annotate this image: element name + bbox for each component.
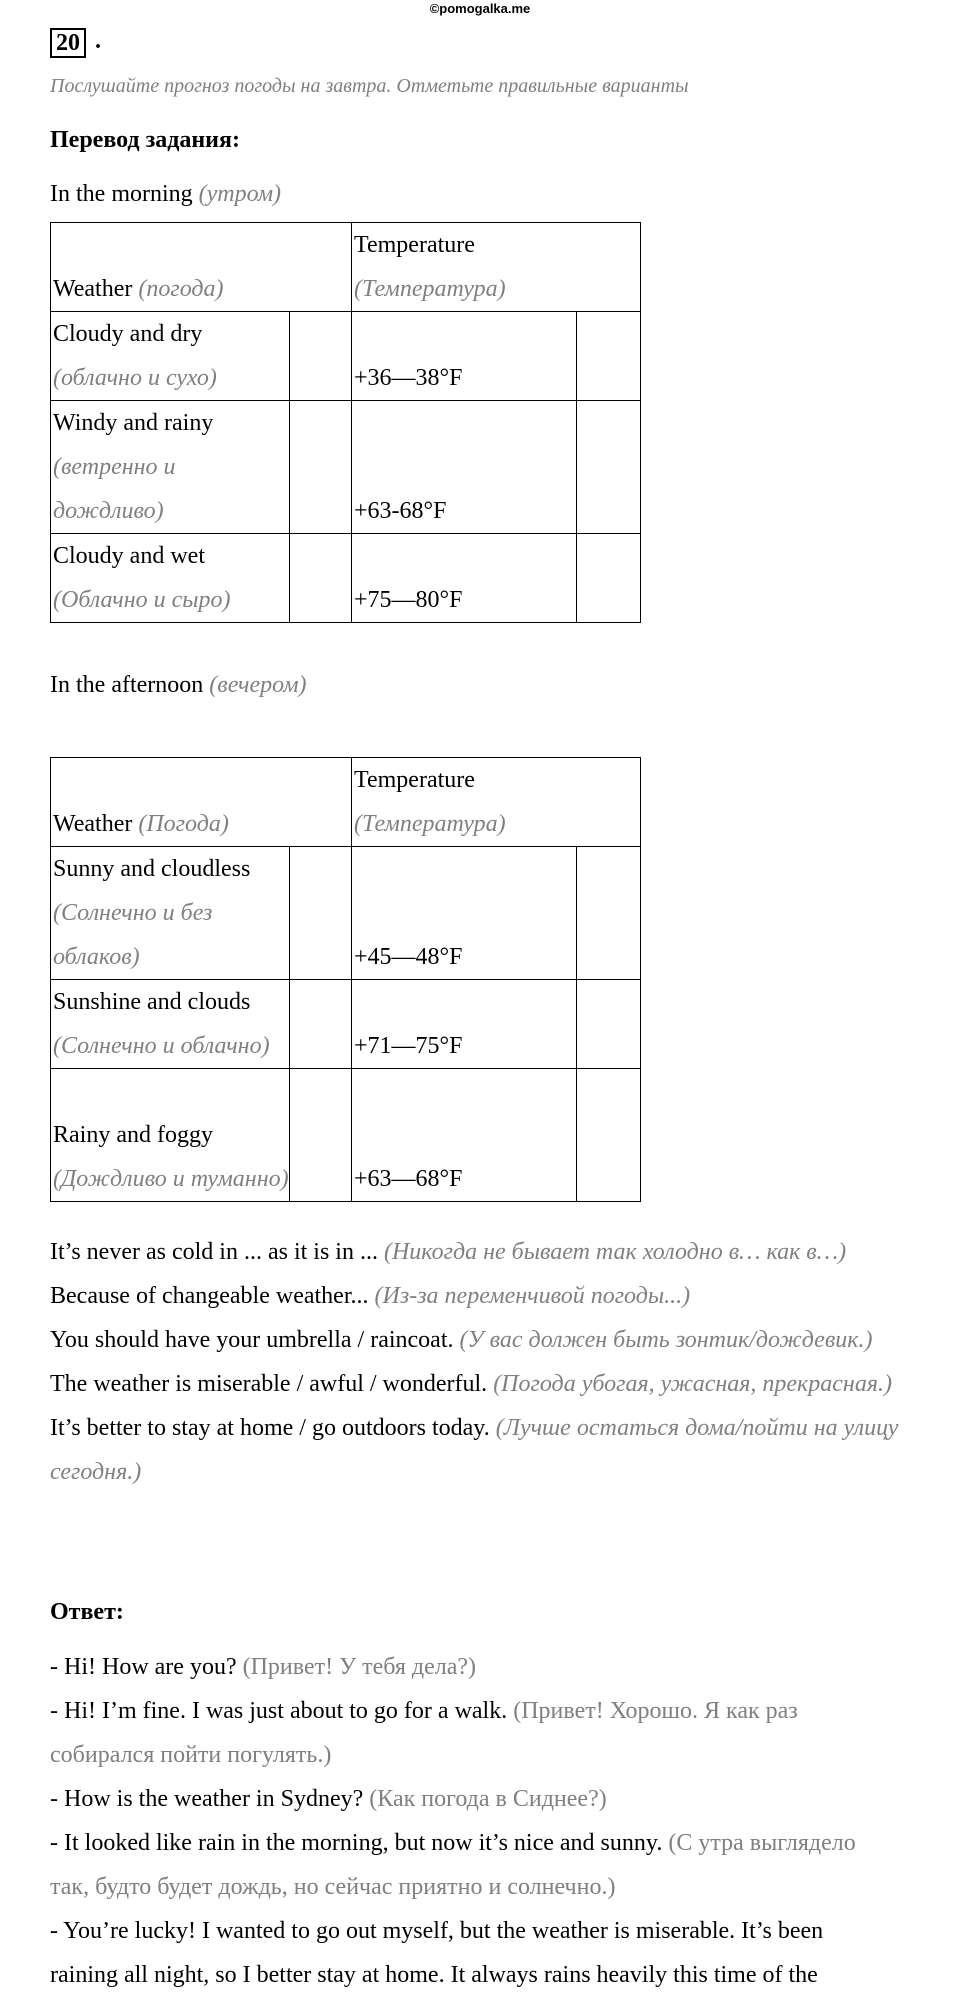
weather-check-cell[interactable] — [290, 1069, 352, 1202]
temperature-check-cell[interactable] — [577, 1069, 641, 1202]
list-item — [50, 1274, 920, 1318]
weather-ru: (Дождливо и туманно) — [53, 1166, 289, 1192]
phrase-en: You should have your umbrella / raincoat. — [50, 1327, 454, 1353]
weather-cell — [51, 312, 290, 401]
weather-header-ru: (Погода) — [138, 811, 229, 837]
morning-heading-en: In the morning — [50, 181, 193, 207]
phrase-en: It’s never as cold in ... as it is in ... — [50, 1239, 378, 1265]
morning-weather-table — [50, 222, 641, 623]
weather-ru: (ветренно и дождливо) — [53, 454, 176, 524]
list-item — [50, 1777, 890, 1821]
phrase-ru: (Никогда не бывает так холодно в… как в…) — [383, 1239, 847, 1265]
list-item — [50, 1362, 920, 1406]
weather-check-cell[interactable] — [290, 312, 352, 401]
phrase-ru: (Лучше остаться дома/пойти на улицу сегодня.) — [50, 1415, 899, 1485]
dialogue-en: - You’re lucky! I wanted to go out myself, but the weather is miserable. It’s been raining all night, so I better stay at home. It always rains heavily this time of the — [50, 1918, 824, 1988]
weather-ru: (облачно и сухо) — [53, 365, 217, 391]
morning-heading — [50, 172, 281, 216]
weather-en: Rainy and foggy — [53, 1122, 213, 1148]
afternoon-heading — [50, 663, 307, 707]
list-item — [50, 1909, 890, 1997]
temperature-cell: +36—38°F — [352, 312, 577, 401]
weather-en: Sunshine and clouds — [53, 989, 251, 1015]
dialogue-ru: (Как погода в Сиднее?) — [369, 1786, 607, 1812]
temperature-check-cell[interactable] — [577, 401, 641, 534]
weather-ru: (Солнечно и облачно) — [53, 1033, 270, 1059]
weather-check-cell[interactable] — [290, 534, 352, 623]
phrase-en: It’s better to stay at home / go outdoors today. — [50, 1415, 490, 1441]
answer-heading: Ответ: — [50, 1599, 124, 1625]
temperature-header: Temperature — [354, 232, 475, 258]
translation-heading: Перевод задания: — [50, 127, 240, 153]
temperature-check-cell[interactable] — [577, 312, 641, 401]
table-row — [51, 980, 641, 1069]
dialogue-en: - How is the weather in Sydney? — [50, 1786, 364, 1812]
table-row — [51, 534, 641, 623]
dialogue-block — [50, 1645, 890, 1997]
temperature-check-cell[interactable] — [577, 847, 641, 980]
weather-cell — [51, 534, 290, 623]
weather-check-cell[interactable] — [290, 980, 352, 1069]
weather-header: Weather — [53, 276, 133, 302]
phrase-en: Because of changeable weather... — [50, 1283, 369, 1309]
phrase-en: The weather is miserable / awful / wonderful. — [50, 1371, 488, 1397]
list-item — [50, 1821, 890, 1909]
temperature-cell: +45—48°F — [352, 847, 577, 980]
dialogue-ru: (Привет! Хорошо. Я как раз собирался пойти погулять.) — [50, 1698, 798, 1768]
afternoon-weather-table — [50, 757, 641, 1202]
afternoon-heading-ru: (вечером) — [209, 672, 307, 698]
list-item — [50, 1689, 890, 1777]
temperature-cell: +71—75°F — [352, 980, 577, 1069]
task-instruction: Послушайте прогноз погоды на завтра. Отметьте правильные варианты — [50, 75, 689, 97]
temperature-cell: +63-68°F — [352, 401, 577, 534]
temperature-header-ru: (Температура) — [354, 276, 506, 302]
weather-en: Cloudy and dry — [53, 321, 203, 347]
table-row — [51, 312, 641, 401]
dialogue-en: - Hi! I’m fine. I was just about to go for a walk. — [50, 1698, 508, 1724]
list-item — [50, 1406, 920, 1494]
list-item — [50, 1645, 890, 1689]
watermark: ©pomogalka.me — [429, 1, 531, 16]
temperature-header: Temperature — [354, 767, 475, 793]
morning-heading-ru: (утром) — [198, 181, 282, 207]
temperature-header-cell — [352, 758, 641, 847]
table-header-row — [51, 223, 641, 312]
dialogue-ru: (Привет! У тебя дела?) — [242, 1654, 477, 1680]
weather-cell — [51, 847, 290, 980]
phrase-ru: (Из-за переменчивой погоды...) — [374, 1283, 691, 1309]
dialogue-en: - Hi! How are you? — [50, 1654, 237, 1680]
temperature-cell: +75—80°F — [352, 534, 577, 623]
weather-cell — [51, 1069, 290, 1202]
table-row — [51, 847, 641, 980]
phrase-ru: (У вас должен быть зонтик/дождевик.) — [459, 1327, 873, 1353]
task-number-dot: . — [95, 28, 101, 54]
weather-header-ru: (погода) — [138, 276, 224, 302]
weather-cell — [51, 980, 290, 1069]
temperature-check-cell[interactable] — [577, 534, 641, 623]
weather-check-cell[interactable] — [290, 847, 352, 980]
dialogue-ru: (С утра выглядело так, будто будет дождь, но сейчас приятно и солнечно.) — [50, 1830, 856, 1900]
task-number: 20 — [50, 28, 86, 58]
weather-en: Cloudy and wet — [53, 543, 205, 569]
temperature-header-cell — [352, 223, 641, 312]
weather-cell — [51, 401, 290, 534]
weather-ru: (Солнечно и без облаков) — [53, 900, 213, 970]
phrases-block — [50, 1230, 920, 1494]
list-item — [50, 1318, 920, 1362]
weather-en: Windy and rainy — [53, 410, 214, 436]
weather-header-cell — [51, 758, 352, 847]
table-row — [51, 401, 641, 534]
temperature-header-ru: (Температура) — [354, 811, 506, 837]
weather-check-cell[interactable] — [290, 401, 352, 534]
afternoon-heading-en: In the afternoon — [50, 672, 204, 698]
table-header-row — [51, 758, 641, 847]
temperature-cell: +63—68°F — [352, 1069, 577, 1202]
weather-header-cell — [51, 223, 352, 312]
dialogue-en: - It looked like rain in the morning, but now it’s nice and sunny. — [50, 1830, 663, 1856]
weather-header: Weather — [53, 811, 133, 837]
table-row — [51, 1069, 641, 1202]
phrase-ru: (Погода убогая, ужасная, прекрасная.) — [493, 1371, 892, 1397]
temperature-check-cell[interactable] — [577, 980, 641, 1069]
list-item — [50, 1230, 920, 1274]
weather-en: Sunny and cloudless — [53, 856, 251, 882]
weather-ru: (Облачно и сыро) — [53, 587, 231, 613]
